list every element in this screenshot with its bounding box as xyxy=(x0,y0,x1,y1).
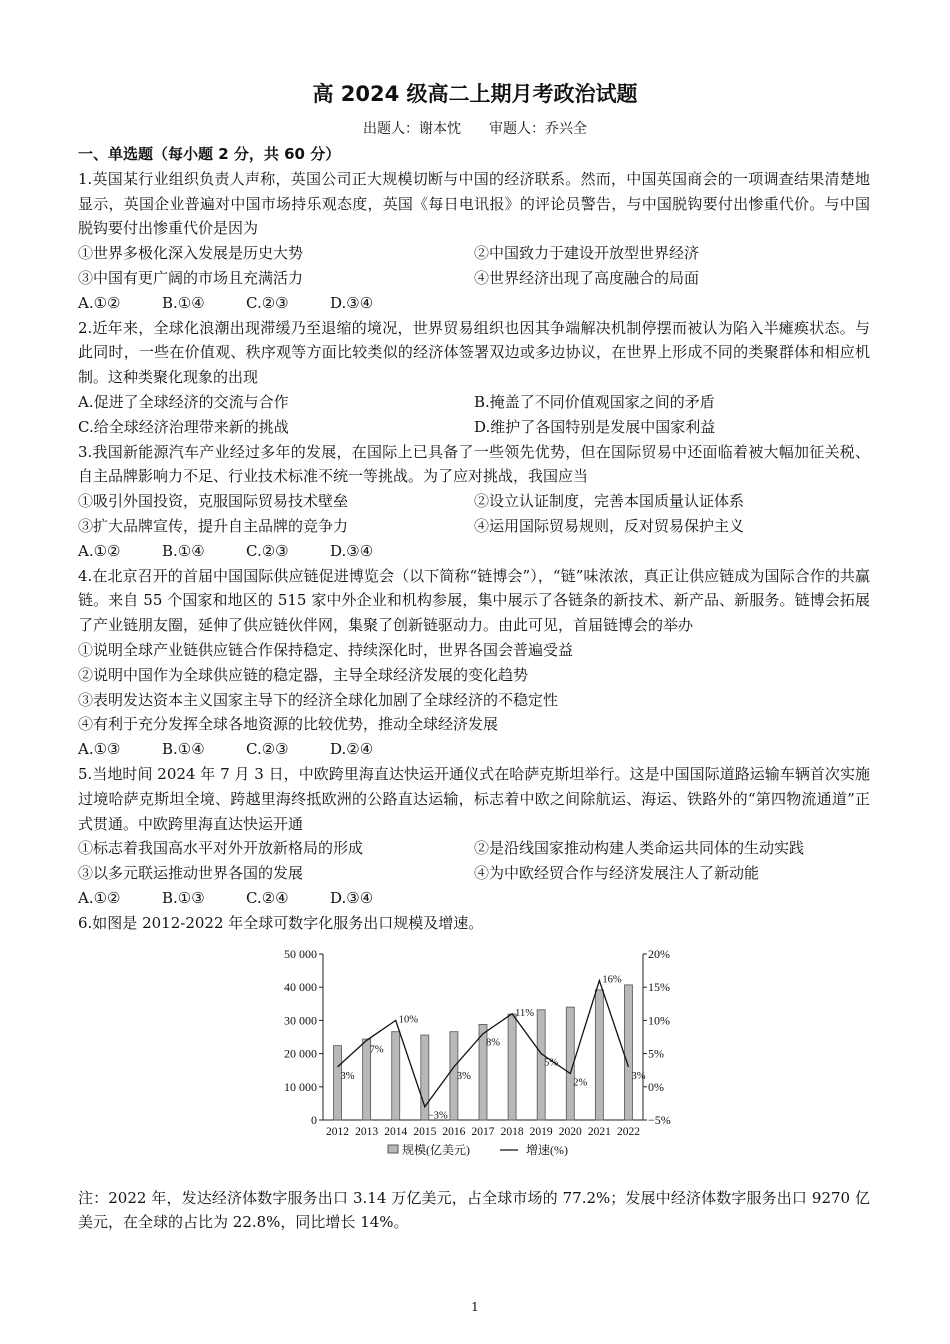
exam-body xyxy=(78,142,870,1235)
legend-bar-label: 规模(亿美元) xyxy=(402,1142,470,1157)
growth-label: 16% xyxy=(602,974,622,986)
page-title: 高 2024 级高二上期月考政治试题 xyxy=(312,82,638,106)
q2-choice: B.掩盖了不同价值观国家之间的矛盾 xyxy=(474,392,715,411)
question-6-stem: 6.如图是 2012-2022 年全球可数字化服务出口规模及增速。 xyxy=(78,913,484,932)
q4-item: ④有利于充分发挥全球各地资源的比较优势，推动全球经济发展 xyxy=(78,715,499,734)
q4-choice: D.②④ xyxy=(330,740,374,759)
question-6-note: 注：2022 年，发达经济体数字服务出口 3.14 万亿美元，占全球市场的 77.2%；发展中经济体数字服务出口 9270 亿美元，在全球的占比为 22.8%，同比增长 14%。 xyxy=(78,1188,870,1232)
setter: 出题人：谢本忱 xyxy=(363,121,461,137)
q5-choice: A.①② xyxy=(78,888,121,907)
bar-2014 xyxy=(392,1031,400,1119)
q4-item: ③表明发达资本主义国家主导下的经济全球化加剧了全球经济的不稳定性 xyxy=(78,690,559,709)
q3-item: ②设立认证制度，完善本国质量认证体系 xyxy=(474,492,745,511)
q3-choice: B.①④ xyxy=(162,541,205,560)
q4-choice: A.①③ xyxy=(78,740,121,759)
right-tick-label: 0% xyxy=(648,1079,664,1094)
x-tick-label: 2020 xyxy=(558,1125,582,1138)
right-tick-label: 15% xyxy=(648,979,670,994)
bar-2021 xyxy=(595,989,603,1119)
left-tick-label: 20 000 xyxy=(284,1046,317,1061)
right-tick-label: 20% xyxy=(648,946,670,961)
growth-label: 3% xyxy=(456,1070,471,1082)
question-2-stem: 2.近年来，全球化浪潮出现滞缓乃至退缩的境况，世界贸易组织也因其争端解决机制停摆而被认为陷入半瘫痪状态。与此同时，一些在价值观、秩序观等方面比较类似的经济体签署双边或多边协议，在世界上形成不同的类聚群体和相应机制。这种类聚化现象的出现 xyxy=(78,318,870,387)
q4-choice: B.①④ xyxy=(162,740,205,759)
right-tick-label: −5% xyxy=(648,1112,671,1127)
digital-services-chart xyxy=(268,942,708,1182)
growth-label: 3% xyxy=(340,1070,355,1082)
legend-bar-swatch xyxy=(388,1145,398,1153)
q5-choice: B.①③ xyxy=(162,888,205,907)
left-tick-label: 40 000 xyxy=(284,979,317,994)
q4-choice: C.②③ xyxy=(246,740,289,759)
right-tick-label: 5% xyxy=(648,1046,664,1061)
q3-choice: C.②③ xyxy=(246,541,289,560)
x-tick-label: 2013 xyxy=(355,1125,379,1138)
x-tick-label: 2015 xyxy=(413,1125,437,1138)
left-tick-label: 0 xyxy=(311,1112,317,1127)
right-tick-label: 10% xyxy=(648,1012,670,1027)
question-5-stem: 5.当地时间 2024 年 7 月 3 日，中欧跨里海直达快运开通仪式在哈萨克斯坦举行。这是中国国际道路运输车辆首次实施过境哈萨克斯坦全境、跨越里海终抵欧洲的公路直达运输，标志着中欧之间除航运、海运、铁路外的“第四物流通道”正式贯通。中欧跨里海直达快运开通 xyxy=(78,764,870,833)
growth-label: −3% xyxy=(427,1110,448,1122)
left-tick-label: 10 000 xyxy=(284,1079,317,1094)
q5-choice: C.②④ xyxy=(246,888,289,907)
q5-item: ③以多元联运推动世界各国的发展 xyxy=(78,864,304,883)
growth-label: 7% xyxy=(369,1043,384,1055)
left-tick-label: 30 000 xyxy=(284,1012,317,1027)
question-1-stem: 1.英国某行业组织负责人声称，英国公司正大规模切断与中国的经济联系。然而，中国英国商会的一项调查结果清楚地显示，英国企业普遍对中国市场持乐观态度，英国《每日电讯报》的评论员警告，与中国脱钩要付出惨重代价。与中国脱钩要付出惨重代价是因为 xyxy=(78,169,870,238)
q1-choice: D.③④ xyxy=(330,293,374,312)
question-3-stem: 3.我国新能源汽车产业经过多年的发展，在国际上已具备了一些领先优势，但在国际贸易中还面临着被大幅加征关税、自主品牌影响力不足、行业技术标准不统一等挑战。为了应对挑战，我国应当 xyxy=(78,442,870,486)
q2-choice: D.维护了各国特别是发展中国家利益 xyxy=(474,417,716,436)
section-heading: 一、单选题（每小题 2 分，共 60 分） xyxy=(78,145,341,163)
q4-item: ①说明全球产业链供应链合作保持稳定、持续深化时，世界各国会普遍受益 xyxy=(78,640,574,659)
x-tick-label: 2022 xyxy=(616,1125,640,1138)
q1-item: ②中国致力于建设开放型世界经济 xyxy=(474,244,700,263)
q5-choice: D.③④ xyxy=(330,888,374,907)
question-4-stem: 4.在北京召开的首届中国国际供应链促进博览会（以下简称“链博会”），“链”味浓浓，真正让供应链成为国际合作的共赢链。来自 55 个国家和地区的 515 家中外企业和机构参展，集中展示了各链条的新技术、新产品、新服务。链博会拓展了产业链朋友圈，延伸了供应链伙伴网，集聚了创新链驱动力。由此可见，首届链博会的举办 xyxy=(78,566,870,635)
q5-item: ①标志着我国高水平对外开放新格局的形成 xyxy=(78,839,364,858)
authors xyxy=(0,118,950,138)
q2-choice: A.促进了全球经济的交流与合作 xyxy=(78,392,289,411)
x-tick-label: 2017 xyxy=(471,1125,495,1138)
growth-label: 2% xyxy=(573,1077,588,1089)
bar-2018 xyxy=(508,1014,516,1120)
x-tick-label: 2014 xyxy=(384,1125,408,1138)
q3-choice: D.③④ xyxy=(330,541,374,560)
x-tick-label: 2021 xyxy=(587,1125,611,1138)
q1-item: ③中国有更广阔的市场且充满活力 xyxy=(78,268,304,287)
left-tick-label: 50 000 xyxy=(284,946,317,961)
x-tick-label: 2018 xyxy=(500,1125,524,1138)
q1-item: ④世界经济出现了高度融合的局面 xyxy=(474,268,700,287)
growth-label: 3% xyxy=(631,1070,646,1082)
q2-choice: C.给全球经济治理带来新的挑战 xyxy=(78,417,289,436)
q1-choice: B.①④ xyxy=(162,293,205,312)
q5-item: ②是沿线国家推动构建人类命运共同体的生动实践 xyxy=(474,839,805,858)
q3-item: ①吸引外国投资，克服国际贸易技术壁垒 xyxy=(78,492,349,511)
bar-2012 xyxy=(334,1045,342,1119)
reviewer: 审题人：乔兴全 xyxy=(489,121,587,137)
q3-item: ④运用国际贸易规则，反对贸易保护主义 xyxy=(474,516,745,535)
q1-choice: C.②③ xyxy=(246,293,289,312)
growth-label: 8% xyxy=(486,1037,500,1049)
x-tick-label: 2016 xyxy=(442,1125,466,1138)
x-tick-label: 2019 xyxy=(529,1125,553,1138)
growth-label: 10% xyxy=(398,1013,418,1025)
q1-choice: A.①② xyxy=(78,293,121,312)
x-tick-label: 2012 xyxy=(326,1125,350,1138)
q1-item: ①世界多极化深入发展是历史大势 xyxy=(78,244,304,263)
growth-label: 11% xyxy=(515,1007,534,1019)
q5-item: ④为中欧经贸合作与经济发展注人了新动能 xyxy=(474,864,760,883)
page-number: 1 xyxy=(471,1300,479,1314)
growth-label: 5% xyxy=(544,1057,559,1069)
bar-2022 xyxy=(624,984,632,1119)
legend-line-label: 增速(%) xyxy=(526,1142,568,1157)
q3-item: ③扩大品牌宣传，提升自主品牌的竞争力 xyxy=(78,516,349,535)
q3-choice: A.①② xyxy=(78,541,121,560)
q4-item: ②说明中国作为全球供应链的稳定器，主导全球经济发展的变化趋势 xyxy=(78,665,529,684)
